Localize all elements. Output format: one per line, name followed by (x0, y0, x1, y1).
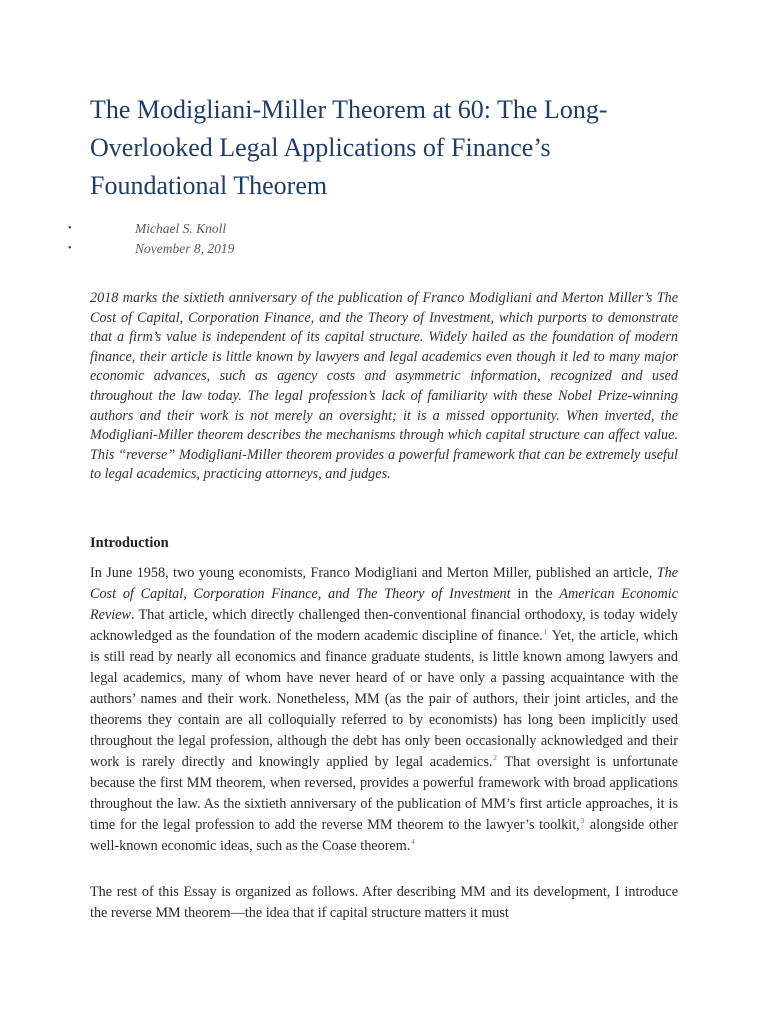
p1-text-1: In June 1958, two young economists, Franco Modigliani and Merton Miller, published an article, (90, 565, 657, 581)
abstract: 2018 marks the sixtieth anniversary of the publication of Franco Modigliani and Merton Miller’s The Cost of Capital, Corporation Finance, and the Theory of Investment, which purports to demonstrate that a firm’s value is independent of its capital structure. Widely hailed as the foundation of modern finance, their article is little known by lawyers and legal academics even though it led to many major economic advances, such as agency costs and asymmetric information, recognized and used throughout the law today. The legal profession’s lack of familiarity with these Nobel Prize-winning authors and their work is not merely an oversight; it is a missed opportunity. When inverted, the Modigliani-Miller theorem describes the mechanisms through which capital structure can affect value. This “reverse” Modigliani-Miller theorem provides a powerful framework that can be extremely useful to legal academics, practicing attorneys, and judges. (90, 290, 678, 483)
body-paragraph-2: The rest of this Essay is organized as follows. After describing MM and its development, I introduce the reverse MM theorem—the idea that if capital structure matters it must (90, 884, 678, 921)
footnote-link-4[interactable]: 4 (411, 838, 415, 847)
bullet-icon: • (68, 243, 72, 254)
author-item (68, 219, 468, 239)
p1-text-3: . That article, which directly challenged then-conventional financial orthodoxy, is today widely acknowledged as the foundation of the modern academic discipline of finance. (90, 607, 678, 644)
p1-text-6: alongside other well-known economic ideas, such as the Coase theorem. (90, 817, 678, 854)
p1-text-2: in the (510, 586, 560, 602)
footnote-link-1[interactable]: 1 (543, 628, 548, 637)
publish-date: November 8, 2019 (135, 241, 235, 256)
author-name[interactable]: Michael S. Knoll (135, 221, 227, 236)
article-meta-list (68, 219, 468, 259)
p1-text-4: Yet, the article, which is still read by nearly all economics and finance graduate students, is little known among lawyers and legal academics, many of whom have never heard of or have only a passing acquaintance with the authors’ names and their work. Nonetheless, MM (as the pair of authors, their joint articles, and the theorems they contain are all colloquially referred to by economists) has long been implicitly used throughout the legal profession, although the debt has only been occasionally acknowledged and their work is rarely directly and knowingly applied by legal academics. (90, 628, 678, 770)
body-paragraph-1 (90, 563, 678, 857)
bullet-icon: • (68, 223, 72, 234)
footnote-link-2[interactable]: 2 (493, 754, 497, 763)
article-title: The Modigliani-Miller Theorem at 60: The Long-Overlooked Legal Applications of Finance’s Foundational Theorem (90, 95, 608, 200)
p1-journal-name: American Economic Review (90, 586, 679, 623)
footnote-link-3[interactable]: 3 (580, 817, 585, 826)
section-heading-introduction: Introduction (90, 535, 169, 551)
p1-text-5: That oversight is unfortunate because the first MM theorem, when reversed, provides a powerful framework with broad applications throughout the law. As the sixtieth anniversary of the publication of MM’s first article approaches, it is time for the legal profession to add the reverse MM theorem to the lawyer’s toolkit, (90, 754, 678, 833)
date-item (68, 239, 468, 259)
p1-article-title: The Cost of Capital, Corporation Finance, and The Theory of Investment (90, 565, 678, 602)
